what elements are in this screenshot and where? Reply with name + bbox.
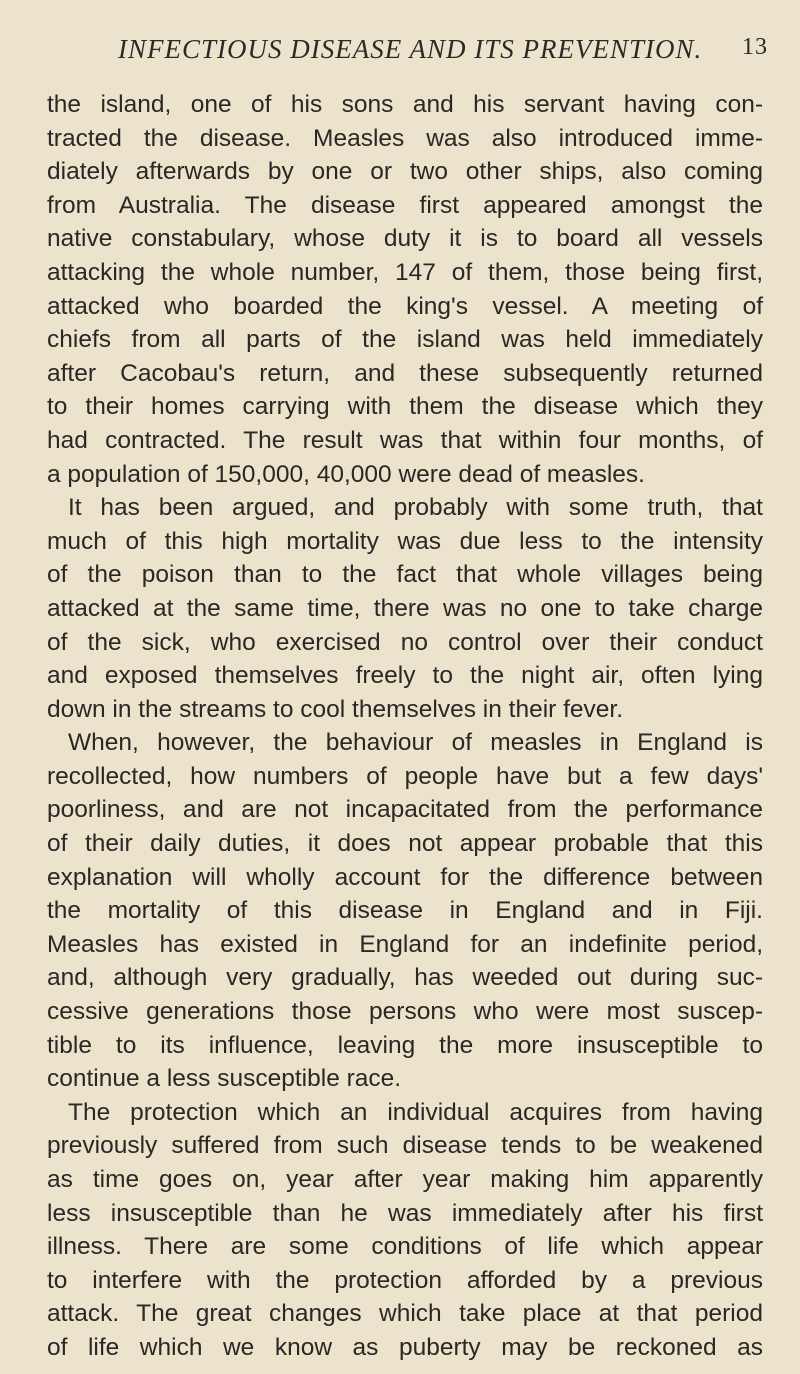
text-line: When, however, the behaviour of measles in England is [68, 729, 763, 757]
text-line: chiefs from all parts of the island was held immediately [47, 326, 763, 354]
text-line: less insusceptible than he was immediately after his first [47, 1199, 763, 1227]
text-line: the island, one of his sons and his servant having con- [47, 91, 763, 118]
text-line: attacking the whole number, 147 of them, those being first, [47, 258, 763, 286]
text-line: tracted the disease. Measles was also introduced imme- [47, 124, 763, 152]
text-line: much of this high mortality was due less to the intensity [47, 527, 763, 555]
text-line: native constabulary, whose duty it is to board all vessels [47, 225, 763, 253]
text-line: It has been argued, and probably with some truth, that [68, 494, 763, 522]
text-line: poorliness, and are not incapacitated from the performance [47, 796, 763, 824]
text-line: attacked at the same time, there was no one to take charge [47, 594, 763, 622]
text-line: and, although very gradually, has weeded out during suc- [47, 964, 763, 992]
page-number: 13 [742, 34, 768, 60]
text-line: the mortality of this disease in England and in Fiji. [47, 897, 763, 925]
text-line: after Cacobau's return, and these subsequently returned [47, 359, 763, 387]
text-line: The protection which an individual acquires from having [68, 1098, 763, 1126]
text-line: recollected, how numbers of people have but a few days' [47, 762, 763, 790]
text-line: had contracted. The result was that within four months, of [47, 426, 763, 454]
text-line: as time goes on, year after year making him apparently [47, 1166, 763, 1193]
text-line: Measles has existed in England for an indefinite period, [47, 930, 763, 958]
text-line: of the sick, who exercised no control over their conduct [47, 628, 763, 656]
text-line: previously suffered from such disease tends to be weakened [47, 1132, 763, 1160]
text-line: down in the streams to cool themselves in their fever. [47, 695, 624, 723]
text-line: from Australia. The disease first appeared amongst the [47, 191, 763, 219]
text-line: tible to its influence, leaving the more insusceptible to [47, 1031, 763, 1059]
text-line: diately afterwards by one or two other ships, also coming [47, 158, 763, 186]
running-head [118, 34, 768, 74]
text-line: illness. There are some conditions of life which appear [47, 1233, 763, 1261]
text-line: of their daily duties, it does not appear probable that this [47, 830, 763, 858]
text-line: to interfere with the protection afforded by a previous [47, 1266, 763, 1294]
text-line: continue a less susceptible race. [47, 1065, 402, 1093]
text-line: cessive generations those persons who were most suscep- [47, 998, 763, 1026]
text-line: to their homes carrying with them the disease which they [47, 393, 763, 421]
running-title: INFECTIOUS DISEASE AND ITS PREVENTION. [118, 34, 703, 64]
text-line: and exposed themselves freely to the night air, often lying [47, 662, 763, 690]
text-line: of the poison than to the fact that whole villages being [47, 561, 763, 589]
text-line: of life which we know as puberty may be reckoned as [47, 1333, 763, 1361]
text-line: a population of 150,000, 40,000 were dead of measles. [47, 460, 645, 488]
text-line: attacked who boarded the king's vessel. A meeting of [47, 292, 763, 320]
body-text [47, 88, 763, 1365]
text-line: attack. The great changes which take place at that period [47, 1300, 763, 1328]
text-line: explanation will wholly account for the difference between [47, 863, 763, 891]
